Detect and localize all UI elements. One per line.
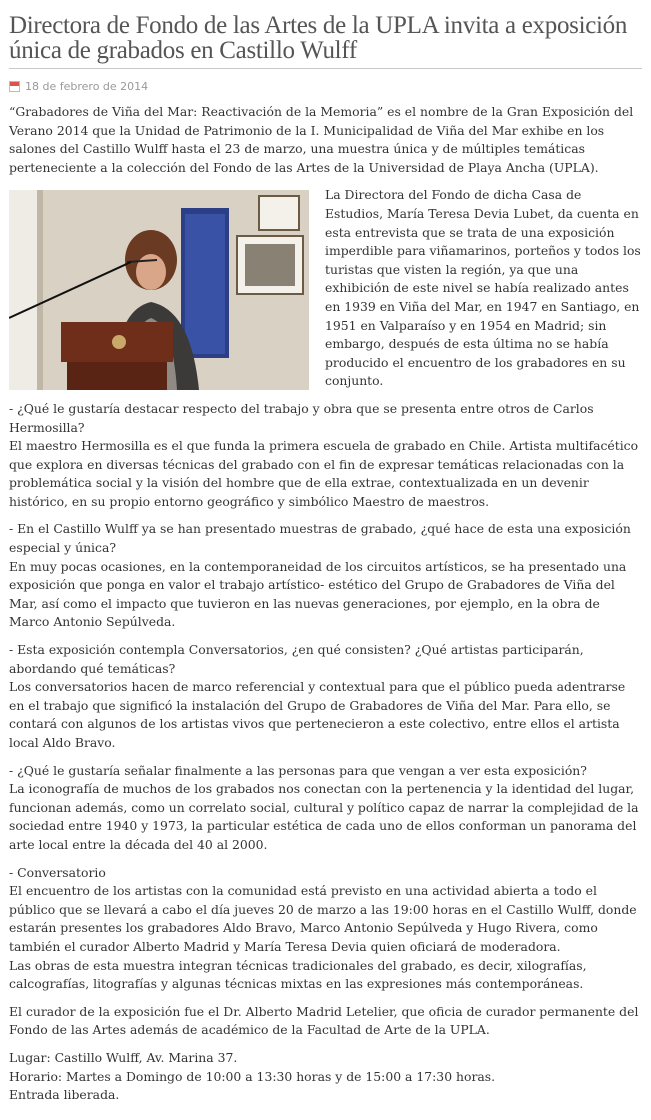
event-location: Lugar: Castillo Wulff, Av. Marina 37. [9, 1049, 238, 1065]
answer: La iconografía de muchos de los grabados nos conectan con la pertenencia y la identidad del lugar, funcionan además, como un correlato social, cultural y político capaz de narrar la complejidad de la sociedad entre 1940 y 1973, la particular estética de cada uno de ellos conforman un panorama del arte local entre la década del 40 al 2000. [9, 781, 639, 852]
paragraph: El curador de la exposición fue el Dr. Alberto Madrid Letelier, que oficia de curador permanente del Fondo de las Artes además de académico de la Facultad de Arte de la UPLA. [9, 1003, 639, 1038]
article-meta [9, 79, 642, 93]
article-title: Directora de Fondo de las Artes de la UPLA invita a exposición única de grabados en Castillo Wulff [9, 12, 628, 64]
paragraph: “Grabadores de Viña del Mar: Reactivación de la Memoria” es el nombre de la Gran Exposición del Verano 2014 que la Unidad de Patrimonio de la I. Municipalidad de Viña del Mar exhibe en los salones del Castillo Wulff hasta el 23 de marzo, una muestra única y de múltiples temáticas perteneciente a la colección del Fondo de las Artes de la Universidad de Playa Ancha (UPLA). [9, 104, 634, 175]
event-admission: Entrada liberada. [9, 1087, 120, 1103]
event-schedule: Horario: Martes a Domingo de 10:00 a 13:30 horas y de 15:00 a 17:30 horas. [9, 1068, 496, 1084]
question: - ¿Qué le gustaría destacar respecto del trabajo y obra que se presenta entre otros de Carlos Hermosilla? [9, 400, 594, 435]
paragraph: La Directora del Fondo de dicha Casa de Estudios, María Teresa Devia Lubet, da cuenta en esta entrevista que se trata de una exposición imperdible para viñamarinos, porteños y todos los turistas que visten la región, ya que una exhibición de este nivel se había realizado antes en 1939 en Viña del Mar, en 1947 en Santiago, en 1951 en Valparaíso y en 1954 en Madrid; sin embargo, después de esta última no se había producido el encuentro de los grabadores en su conjunto. [325, 187, 641, 389]
answer: Los conversatorios hacen de marco referencial y contextual para que el público pueda adentrarse en el trabajo que significó la instalación del Grupo de Grabadores de Viña del Mar. Para ello, se contará con algunos de los artistas vivos que pertenecieron a este colectivo, entre ellos el artista local Aldo Bravo. [9, 679, 626, 750]
article-photo [9, 190, 309, 390]
paragraph: Las obras de esta muestra integran técnicas tradicionales del grabado, es decir, xilografías, calcografías, litografías y algunas técnicas mixtas en las expresiones más contemporáneas. [9, 957, 587, 992]
title-divider [9, 68, 642, 69]
article-body [9, 103, 642, 1114]
section-heading: - Conversatorio [9, 864, 106, 880]
paragraph: El encuentro de los artistas con la comunidad está previsto en una actividad abierta a todo el público que se llevará a cabo el día jueves 20 de marzo a las 19:00 horas en el Castillo Wulff, donde estarán presentes los grabadores Aldo Bravo, Marco Antonio Sepúlveda y Hugo Rivera, como también el curador Alberto Madrid y María Teresa Devia quien oficiará de moderadora. [9, 883, 637, 954]
article-date: 18 de febrero de 2014 [25, 79, 149, 93]
question: - Esta exposición contempla Conversatorios, ¿en qué consisten? ¿Qué artistas participarán, abordando qué temáticas? [9, 642, 584, 676]
calendar-icon [9, 81, 20, 92]
question: - En el Castillo Wulff ya se han presentado muestras de grabado, ¿qué hace de esta una exposición especial y única? [9, 521, 631, 556]
answer: El maestro Hermosilla es el que funda la primera escuela de grabado en Chile. Artista multifacético que explora en diversas técnicas del grabado con el fin de expresar temáticas relacionadas con la problemática social y la visión del hombre que de ella extrae, contextualizada en un devenir histórico, en su propio entorno geográfico y simbólico Maestro de maestros. [9, 438, 639, 509]
photo-illustration [9, 190, 309, 390]
answer: En muy pocas ocasiones, en la contemporaneidad de los circuitos artísticos, se ha presentado una exposición que ponga en valor el trabajo artístico- estético del Grupo de Grabadores de Viña del Mar, así como el impacto que tuvieron en las nuevas generaciones, por ejemplo, en la obra de Marco Antonio Sepúlveda. [9, 558, 627, 630]
question: - ¿Qué le gustaría señalar finalmente a las personas para que vengan a ver esta exposición? [9, 762, 587, 778]
